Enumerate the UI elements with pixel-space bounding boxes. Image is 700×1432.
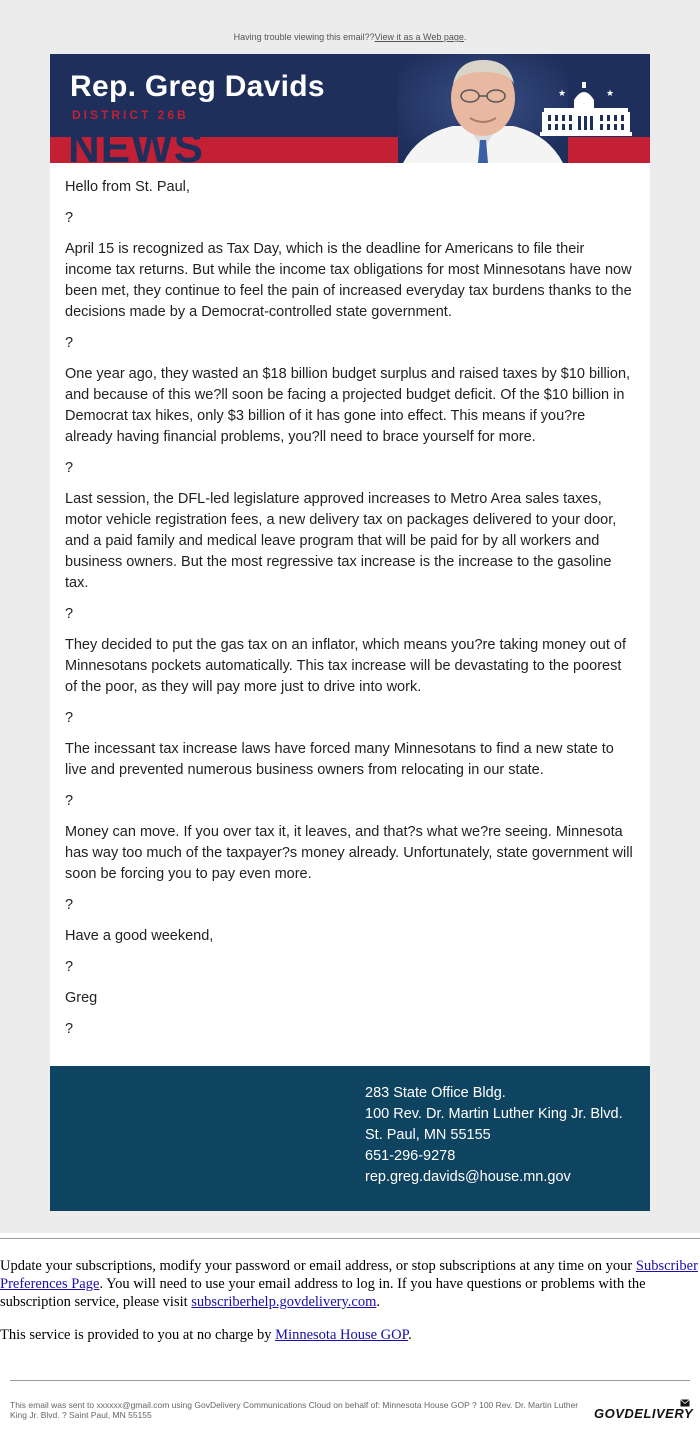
banner-district: DISTRICT 26B	[72, 108, 189, 122]
contact-email: rep.greg.davids@house.mn.gov	[365, 1169, 571, 1185]
subscription-notice	[0, 1257, 700, 1359]
signature-name: Greg	[65, 990, 98, 1006]
banner-rep-name: Rep. Greg Davids	[70, 70, 325, 103]
subscription-text: Update your subscriptions, modify your password or email address, or stop subscriptions at any time on your	[0, 1258, 636, 1274]
svg-text:★: ★	[558, 89, 567, 99]
trailing-dot: .	[463, 32, 467, 42]
body-paragraph: Last session, the DFL-led legislature approved increases to Metro Area sales taxes, motor vehicle registration fees, a new delivery tax on packages delivered to your door, and a paid family and medical leave program that will be paid for by all workers and business owners. But the most regressive tax increase is the increase to the gasoline tax.	[65, 491, 617, 591]
trouble-viewing-text: Having trouble viewing this email??	[233, 32, 375, 42]
fine-print: This email was sent to xxxxxx@gmail.com using GovDelivery Communications Cloud on behalf of: Minnesota House GOP ? 100 Rev. Dr. Martin Luther King Jr. Blvd. ? Saint Paul, MN 55155	[10, 1400, 579, 1420]
body-paragraph: ?	[65, 793, 74, 809]
divider	[10, 1380, 690, 1381]
contact-address	[365, 1083, 623, 1188]
body-paragraph: Hello from St. Paul,	[65, 179, 190, 195]
service-text: .	[408, 1327, 412, 1343]
minnesota-house-gop-link[interactable]: Minnesota House GOP	[275, 1327, 409, 1343]
body-paragraph: Money can move. If you over tax it, it leaves, and that?s what we?re seeing. Minnesota has way too much of the taxpayer?s money already. Unfortunately, state government will soon be forcing you to pay even more.	[65, 824, 633, 882]
address-line-2: 100 Rev. Dr. Martin Luther King Jr. Blvd.	[365, 1106, 623, 1122]
subscriber-help-link[interactable]: subscriberhelp.govdelivery.com	[191, 1294, 377, 1310]
service-text: This service is provided to you at no charge by	[0, 1327, 276, 1343]
svg-text:★: ★	[606, 89, 615, 99]
subscriber-preferences-link[interactable]: Subscriber Preferences Page	[0, 1258, 698, 1292]
subscription-text: . You will need to use your email address to log in. If you have questions or problems with the subscription service, please visit	[0, 1276, 646, 1310]
address-line-3: St. Paul, MN 55155	[365, 1127, 491, 1143]
email-body	[50, 163, 650, 1066]
body-paragraph: ?	[65, 335, 74, 351]
top-notice	[0, 30, 700, 44]
body-paragraph: ?	[65, 210, 74, 226]
service-paragraph	[0, 1326, 700, 1344]
body-paragraph: They decided to put the gas tax on an inflator, which means you?re taking money out of Minnesotans pockets automatically. This tax increase will be devastating to the poorest of the poor, as they will pay more just to drive into work.	[65, 637, 627, 695]
body-paragraph: One year ago, they wasted an $18 billion budget surplus and raised taxes by $10 billion, and because of this we?ll soon be facing a projected budget deficit. Of the $10 billion in Democrat tax hikes, only $3 billion of it has gone into effect. This means if you?re already having financial problems, you?ll need to brace yourself for more.	[65, 366, 631, 445]
body-paragraph: ?	[65, 897, 74, 913]
body-paragraph: ?	[65, 606, 74, 622]
body-paragraph: April 15 is recognized as Tax Day, which is the deadline for Americans to file their income tax returns. But while the income tax obligations for most Minnesotans have now been met, they continue to feel the pain of increased everyday tax burdens thanks to the decisions made by a Democrat-controlled state government.	[65, 241, 632, 320]
banner-news-word: NEWS	[68, 123, 204, 163]
body-paragraph: The incessant tax increase laws have forced many Minnesotans to find a new state to live and prevented numerous business owners from relocating in our state.	[65, 741, 614, 778]
envelope-icon	[680, 1398, 690, 1408]
body-paragraph: ?	[65, 460, 74, 476]
divider	[0, 1238, 700, 1239]
body-paragraph: ?	[65, 1021, 74, 1037]
email-container	[50, 54, 650, 1211]
subscription-text: .	[376, 1294, 380, 1310]
contact-phone: 651-296-9278	[365, 1148, 456, 1164]
body-paragraph: ?	[65, 710, 74, 726]
view-web-page-link[interactable]: View it as a Web page	[374, 32, 464, 42]
govdelivery-logo[interactable]: GOVDELIVERY	[594, 1406, 694, 1421]
contact-footer	[50, 1066, 650, 1211]
address-line-1: 283 State Office Bldg.	[365, 1085, 506, 1101]
header-banner	[50, 54, 650, 163]
subscription-paragraph	[0, 1257, 700, 1311]
body-paragraph: ?	[65, 959, 74, 975]
body-paragraph: Have a good weekend,	[65, 928, 214, 944]
capitol-building-icon	[538, 80, 634, 136]
